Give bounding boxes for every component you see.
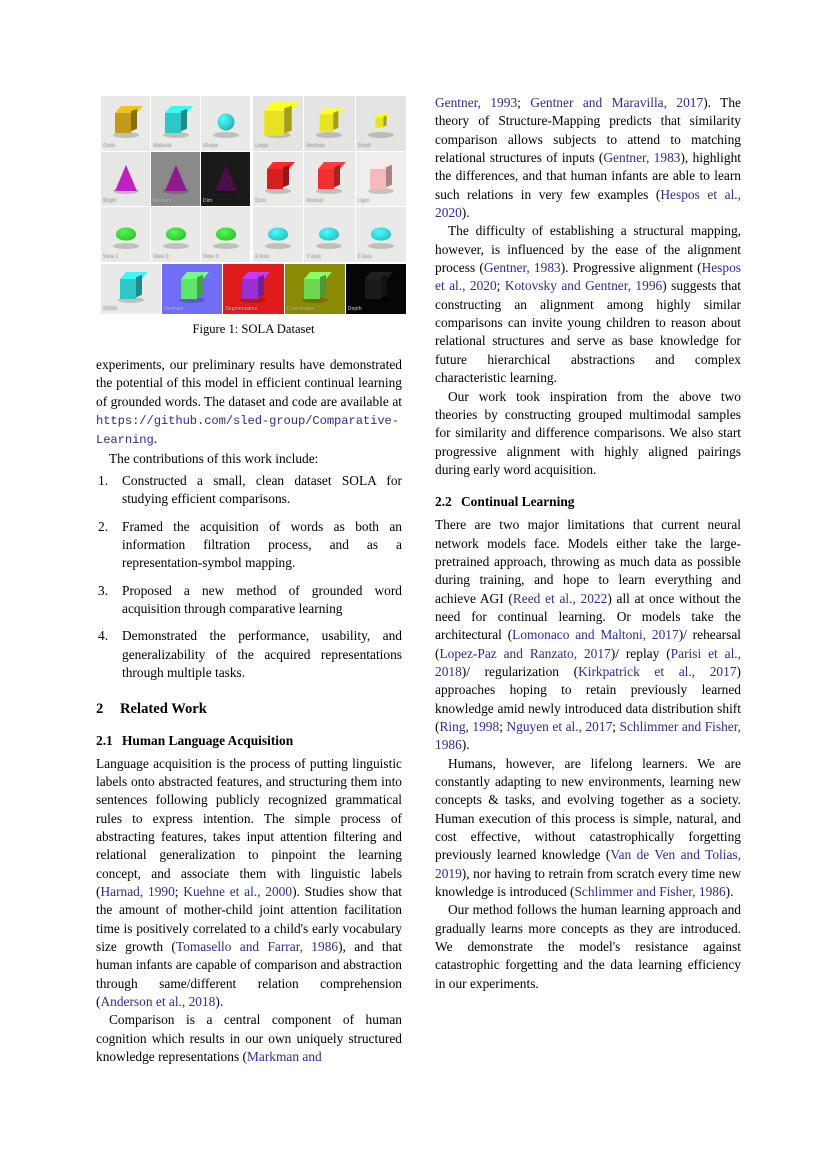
figure-cell-label: X Axis bbox=[255, 254, 270, 260]
subsection-number: 2.2 bbox=[435, 494, 452, 510]
text-run: ). Progressive alignment ( bbox=[560, 260, 702, 276]
citation-van-de-ven-tolias-2019[interactable]: Van de Ven and Tolias, 2019 bbox=[435, 847, 741, 881]
citation-anderson-2018[interactable]: Anderson et al., 2018 bbox=[100, 993, 216, 1009]
list-marker: 4. bbox=[98, 628, 109, 644]
text-run: ), highlight the differences, and that human infants are able to learn such relations in very few examples ( bbox=[435, 150, 741, 202]
list-item bbox=[96, 627, 402, 682]
citation-ring-1998[interactable]: Ring, 1998 bbox=[439, 719, 500, 734]
text-run: ), nor having to retrain from scratch every time new knowledge is introduced ( bbox=[435, 865, 741, 900]
section-heading-related-work bbox=[96, 700, 402, 718]
figure-cell-label: Material bbox=[153, 142, 172, 149]
figure-cell-label: View 1 bbox=[103, 254, 119, 260]
figure-cell-label: Coordinates bbox=[286, 306, 315, 312]
citation-lopez-paz-ranzato-2017[interactable]: Lopez-Paz and Ranzato, 2017 bbox=[439, 645, 611, 661]
para-language-acquisition bbox=[96, 755, 402, 1012]
text-run: ). bbox=[461, 737, 470, 753]
citation-nguyen-2017[interactable]: Nguyen et al., 2017 bbox=[506, 719, 613, 734]
list-item bbox=[96, 518, 402, 573]
citation-gentner-1983[interactable]: Gentner, 1983 bbox=[603, 150, 681, 166]
list-item bbox=[96, 582, 402, 619]
list-item-text: Constructed a small, clean dataset SOLA for studying efficient comparisons. bbox=[122, 473, 402, 507]
figure-cell-label: View 2 bbox=[153, 254, 169, 260]
figure-cell-label: Color bbox=[103, 142, 116, 149]
list-marker: 3. bbox=[98, 582, 109, 598]
citation-kuehne-2000[interactable]: Kuehne et al., 2000 bbox=[183, 883, 293, 899]
citation-harnad-1990[interactable]: Harnad, 1990 bbox=[100, 883, 175, 899]
body-columns bbox=[96, 94, 741, 1084]
list-item-text: Demonstrated the performance, usability, and generalizability of the acquired representations through multiple tasks. bbox=[122, 628, 402, 681]
citation-tomasello-farrar-1986[interactable]: Tomasello and Farrar, 1986 bbox=[175, 938, 339, 954]
para-comparison bbox=[96, 1011, 402, 1066]
subsection-number: 2.1 bbox=[96, 732, 113, 748]
citation-gentner-maravilla-2017[interactable]: Gentner and Maravilla, 2017 bbox=[530, 95, 704, 110]
citation-schlimmer-fisher-1986-b[interactable]: Schlimmer and Fisher, 1986 bbox=[574, 884, 726, 900]
text-run: )/ rehearsal ( bbox=[435, 627, 741, 661]
text-run: There are two major limitations that current neural network models face. Models either take the large-pretrained approach, throwing as much data as possible during training, and hope to learn everything and achieve AGI ( bbox=[435, 517, 741, 606]
subsection-heading-continual-learning bbox=[435, 493, 741, 510]
para-intro-text: experiments, our preliminary results have demonstrated the potential of this model in efficient continual learning of grounded words. The dataset and code are available at bbox=[96, 357, 402, 409]
text-run: ; bbox=[499, 719, 507, 734]
para-humans-lifelong bbox=[435, 755, 741, 902]
text-run: ; bbox=[612, 719, 620, 734]
figure-cell-label: Bright bbox=[103, 198, 117, 205]
citation-gentner-1983-b[interactable]: Gentner, 1983 bbox=[483, 260, 561, 276]
text-run: ; bbox=[517, 95, 531, 110]
figure-cell-label: Z Axis bbox=[357, 254, 372, 260]
citation-markman-gentner[interactable]: Markman and bbox=[246, 1049, 322, 1064]
text-run: ), and that human infants are capable of comparison and abstraction through same/different relation comprehension ( bbox=[96, 938, 402, 1009]
text-run: ). Studies show that the amount of mother-child joint attention facilitation time is positively correlated to a child's early vocabulary size growth ( bbox=[96, 883, 402, 954]
subsection-title: Continual Learning bbox=[461, 494, 575, 510]
para-intro-tail: . bbox=[153, 431, 158, 447]
text-run: ). bbox=[215, 993, 224, 1009]
text-run: ; bbox=[496, 278, 505, 294]
text-run: Comparison is a central component of human cognition which results in our own uniquely structured knowledge representations ( bbox=[96, 1012, 402, 1064]
list-marker: 1. bbox=[98, 473, 109, 489]
figure-cell-label: Medium bbox=[306, 142, 325, 149]
repo-url-link[interactable]: https://github.com/sled-group/Comparative-Learning bbox=[96, 414, 399, 448]
figure-cell-label: Shape bbox=[203, 142, 218, 149]
text-run: The difficulty of establishing a structural mapping, however, is influenced by the ease of the alignment process ( bbox=[435, 223, 741, 276]
para-structure-mapping bbox=[435, 94, 741, 222]
section-title: Related Work bbox=[120, 700, 207, 717]
text-run: ). bbox=[461, 205, 470, 221]
text-run: ) all at once without the need for continual learning. Or models take the architectural ( bbox=[435, 590, 741, 643]
figure-cell-label: Large bbox=[255, 142, 269, 149]
para-our-method: Our method follows the human learning approach and gradually learns more concepts as they are introduced. We demonstrate the model's resistance against catastrophic forgetting and the data learning efficiency in our experiments. bbox=[435, 902, 741, 991]
text-run: ). bbox=[725, 884, 734, 900]
figure-caption: Figure 1: SOLA Dataset bbox=[192, 322, 315, 336]
figure-cell-label: Normals bbox=[164, 306, 184, 312]
figure-cell-label: Medium bbox=[153, 198, 172, 205]
text-run: Language acquisition is the process of putting linguistic labels onto abstracted features, and structuring them into sentences following publicly recognized grammatical rules to express intention. The simple process of abstracting features, takes input attention filtering and relational generalization to pinpoint the learning concept, and associate them with linguistic labels ( bbox=[96, 755, 402, 899]
section-number: 2 bbox=[96, 700, 104, 717]
figure-cell-label: Dim bbox=[203, 198, 213, 205]
figure-cell-label: RGBA bbox=[103, 306, 118, 312]
para-contrib-lead: The contributions of this work include: bbox=[109, 450, 319, 466]
text-run: ) suggests that constructing an alignment among highly similar comparisons can invite young children to reason about relational structures and serve as base knowledge for future hierarchical abstractions and complex characteristic learning. bbox=[435, 278, 741, 386]
citation-kotovsky-gentner-1996[interactable]: Kotovsky and Gentner, 1996 bbox=[504, 278, 663, 294]
list-item-text: Framed the acquisition of words as both an information filtration process, and as a representation-symbol mapping. bbox=[122, 518, 402, 571]
left-column bbox=[96, 356, 402, 1066]
figure-cell-label: Normal bbox=[306, 198, 324, 205]
para-limitations bbox=[435, 516, 741, 754]
figure-cell-label: Depth bbox=[347, 306, 362, 312]
citation-kirkpatrick-2017[interactable]: Kirkpatrick et al., 2017 bbox=[578, 663, 737, 679]
citation-gentner-1993[interactable]: Gentner, 1993 bbox=[435, 95, 518, 110]
citation-lomonaco-maltoni-2017[interactable]: Lomonaco and Maltoni, 2017 bbox=[512, 627, 679, 643]
citation-hespos-2020[interactable]: Hespos et al., 2020 bbox=[435, 186, 741, 221]
figure-cell-label: Y Axis bbox=[306, 254, 321, 260]
para-intro bbox=[96, 356, 402, 450]
list-marker: 2. bbox=[98, 518, 109, 534]
citation-reed-2022[interactable]: Reed et al., 2022 bbox=[512, 590, 608, 606]
text-run: Humans, however, are lifelong learners. We are constantly adapting to new environments, learning new concepts & tasks, and evolving together as a society. Human execution of this process is simple, natural, and cost effective, without catastrophically forgetting previously learned knowledge ( bbox=[435, 755, 741, 863]
contributions-list bbox=[96, 472, 402, 682]
figure-cell-label: Dark bbox=[255, 198, 266, 205]
list-item-text: Proposed a new method of grounded word acquisition through comparative learning bbox=[122, 582, 402, 617]
para-difficulty bbox=[435, 222, 741, 387]
subsection-title: Human Language Acquisition bbox=[122, 732, 294, 748]
text-run: ). The theory of Structure-Mapping predicts that similarity comparison allows subjects to attend to matching relational structures of inputs ( bbox=[435, 95, 741, 166]
figure-cell-label: Light bbox=[357, 198, 369, 205]
text-run: )/ replay ( bbox=[610, 645, 671, 661]
citation-parisi-2018[interactable]: Parisi et al., 2018 bbox=[435, 645, 741, 679]
figure-cell-label: Segmentation bbox=[225, 306, 258, 312]
figure-cell-label: View 3 bbox=[203, 254, 219, 260]
figure-cell-label: Small bbox=[357, 142, 371, 149]
citation-schlimmer-fisher-1986[interactable]: Schlimmer and Fisher, 1986 bbox=[435, 719, 741, 753]
para-our-work: Our work took inspiration from the above two theories by constructing grouped multimodal samples for similarity and difference comparisons. We also start progressive alignment with highly aligned pairings during early word acquisition. bbox=[435, 388, 741, 477]
text-run: ) approaches hoping to retain previously learned knowledge amid newly introduced data distribution shift ( bbox=[435, 663, 741, 734]
list-item bbox=[96, 472, 402, 509]
subsection-heading-human-language-acquisition bbox=[96, 732, 402, 749]
right-column bbox=[435, 94, 741, 993]
text-run: )/ regularization ( bbox=[461, 663, 579, 679]
text-run: ; bbox=[174, 883, 184, 899]
citation-hespos-2020-b[interactable]: Hespos et al., 2020 bbox=[435, 260, 741, 294]
